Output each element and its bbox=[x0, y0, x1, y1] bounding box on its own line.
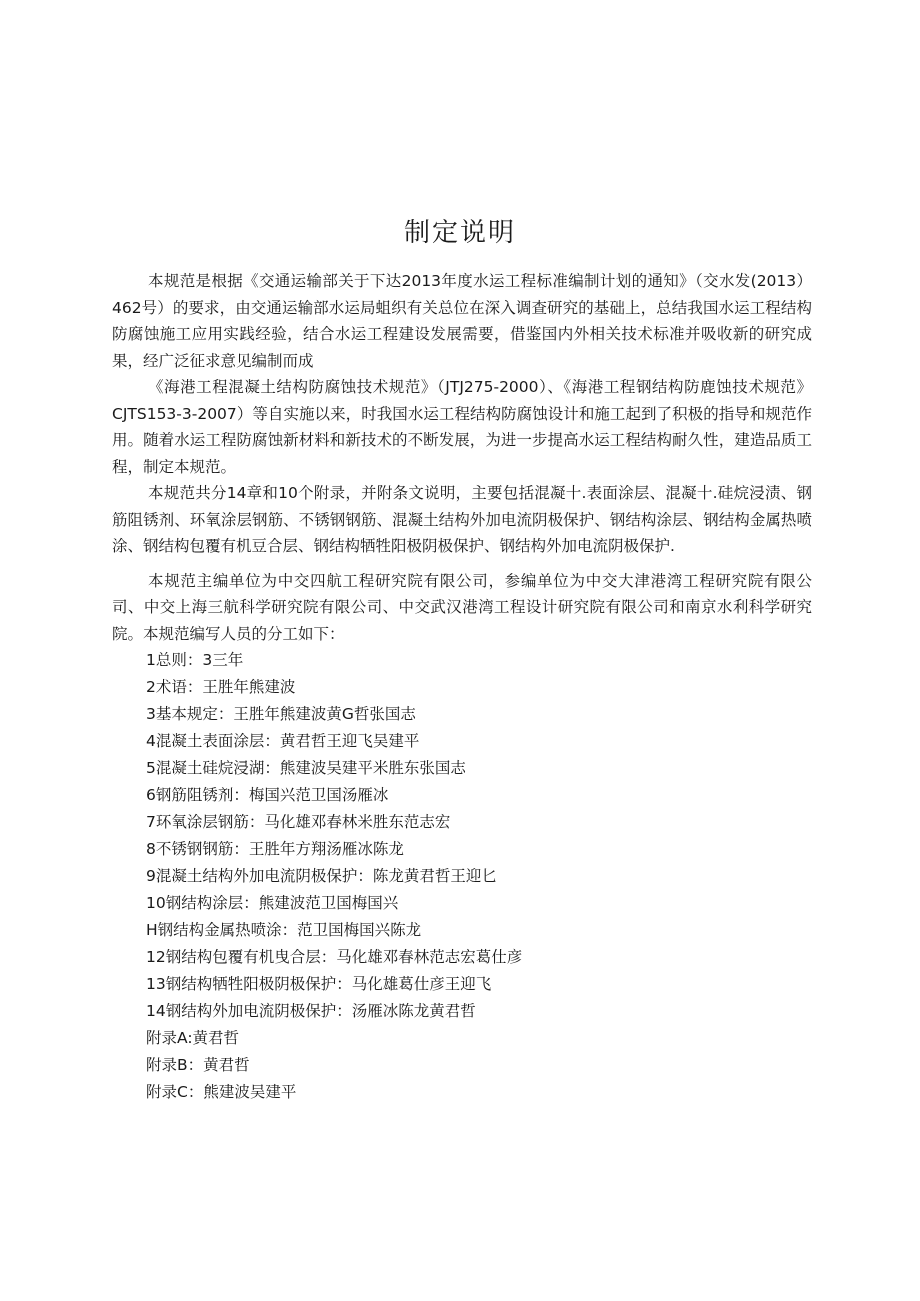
list-item: 附录B：黄君哲 bbox=[146, 1056, 250, 1074]
list-item: 8不锈钢钢筋：王胜年方翔汤雁冰陈龙 bbox=[146, 840, 404, 858]
list-item: 13钢结构牺牲阳极阴极保护：马化雄葛仕彦王迎飞 bbox=[146, 975, 492, 993]
staff-assignment-list bbox=[112, 647, 812, 1106]
list-item: 4混凝土表面涂层：黄君哲王迎飞吴建平 bbox=[146, 732, 420, 750]
list-item: 1总则：3三年 bbox=[146, 651, 244, 669]
paragraph-scope: 本规范共分14章和10个附录，并附条文说明，主要包括混凝十.表面涂层、混凝十.硅烷浸渍、钢筋阻锈剂、环氧涂层钢筋、不锈钢钢筋、混凝土结构外加电流阴极保护、钢结构涂层、钢结构金属热喷涂、钢结构包覆有机豆合层、钢结构牺牲阳极阴极保护、钢结构外加电流阴极保护. bbox=[112, 484, 812, 555]
list-item: H钢结构金属热喷涂：范卫国梅国兴陈龙 bbox=[146, 921, 422, 939]
list-item: 9混凝土结构外加电流阴极保护：陈龙黄君哲王迎匕 bbox=[146, 867, 497, 885]
list-item: 3基本规定：王胜年熊建波黄G哲张国志 bbox=[146, 705, 416, 723]
paragraph-editors: 本规范主编单位为中交四航工程研究院有限公司，参编单位为中交大津港湾工程研究院有限公司、中交上海三航科学研究院有限公司、中交武汉港湾工程设计研究院有限公司和南京水利科学研究院。本规范编写人员的分工如下： bbox=[112, 571, 812, 643]
page-title: 制定说明 bbox=[403, 218, 516, 248]
list-item: 附录C：熊建波吴建平 bbox=[146, 1083, 297, 1101]
list-item: 2术语：王胜年熊建波 bbox=[146, 678, 296, 696]
list-item: 10钢结构涂层：熊建波范卫国梅国兴 bbox=[146, 894, 399, 912]
list-item: 12钢结构包覆有机曳合层：马化雄邓春林范志宏葛仕彦 bbox=[146, 948, 523, 966]
paragraph-basis: 本规范是根据《交通运输部关于下达2013年度水运工程标准编制计划的通知》（交水发(2013）462号）的要求，由交通运输部水运局蛆织有关总位在深入调查研究的基础上，总结我国水运工程结构防腐蚀施工应用实践经验，结合水运工程建设发展需要，借鉴国内外相关技术标准并吸收新的研究成果，经广泛征求意见编制而成 bbox=[112, 272, 812, 370]
document-body bbox=[112, 268, 812, 1106]
paragraph-history: 《海港工程混凝土结构防腐蚀技术规范》（JTJ275-2000）、《海港工程钢结构防鹿蚀技术规范》CJTS153-3-2007）等自实施以来，时我国水运工程结构防腐蚀设计和施工起到了积极的指导和规范作用。随着水运工程防腐蚀新材料和新技术的不断发展，为进一步提高水运工程结构耐久性，建造品质工程，制定本规范。 bbox=[112, 378, 812, 476]
list-item: 7环氧涂层钢筋：马化雄邓春林米胜东范志宏 bbox=[146, 813, 451, 831]
list-item: 6钢筋阻锈剂：梅国兴范卫国汤雁冰 bbox=[146, 786, 389, 804]
list-item: 14钢结构外加电流阴极保护：汤雁冰陈龙黄君哲 bbox=[146, 1002, 476, 1020]
list-item: 5混凝土硅烷浸湖：熊建波吴建平米胜东张国志 bbox=[146, 759, 466, 777]
list-item: 附录A:黄君哲 bbox=[146, 1029, 240, 1047]
